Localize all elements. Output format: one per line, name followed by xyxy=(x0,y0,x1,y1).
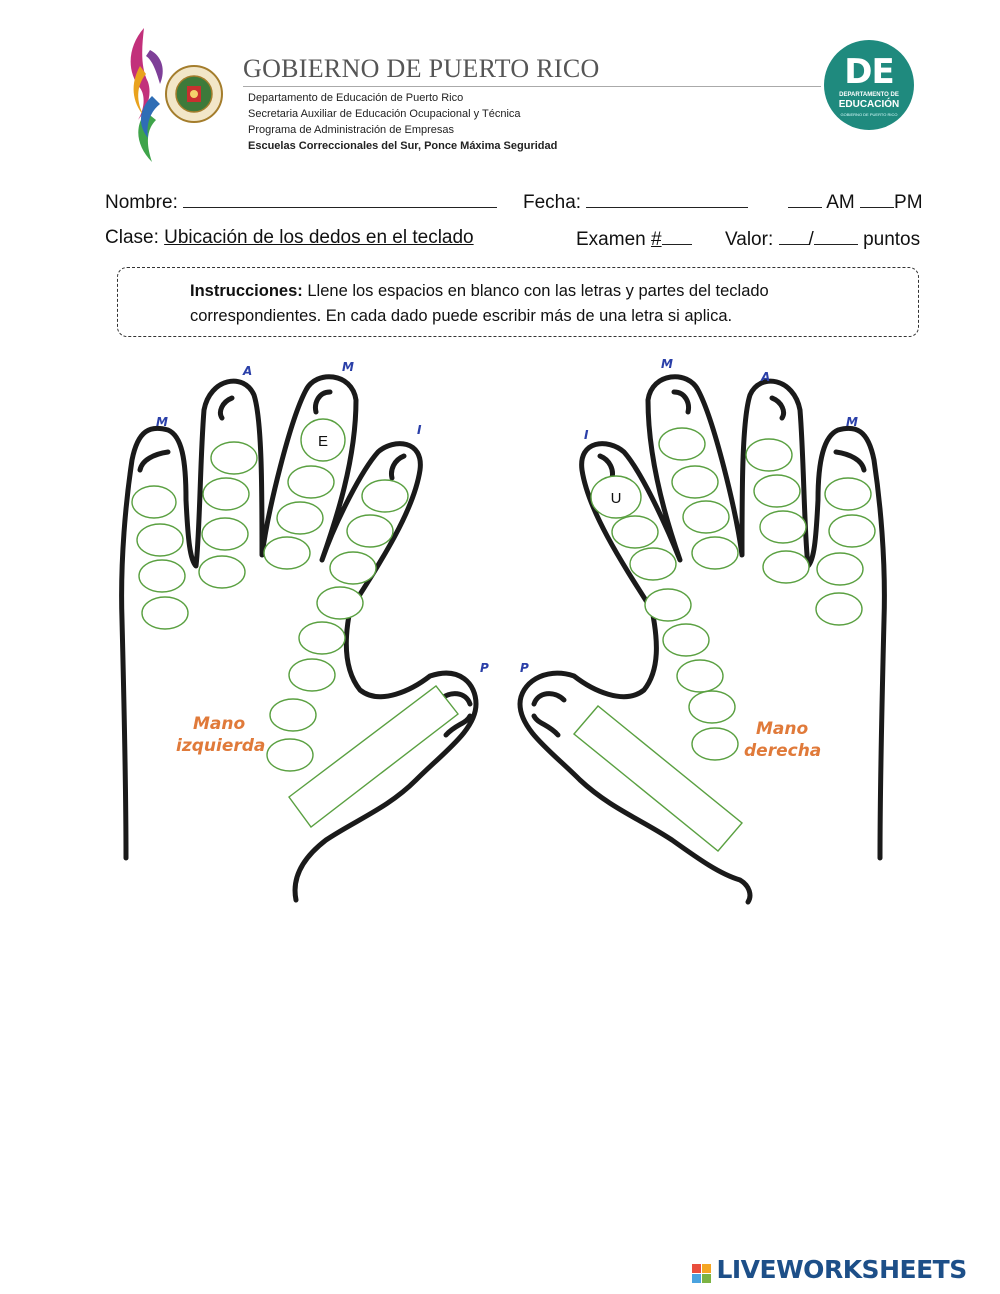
right-middle-blank-4[interactable] xyxy=(692,537,738,569)
right-ring-blank-2[interactable] xyxy=(754,475,800,507)
left-middle-blank-1[interactable] xyxy=(301,419,345,461)
right-ring-letter: A xyxy=(761,370,771,384)
hands-diagram xyxy=(0,340,1000,920)
left-index-letter: I xyxy=(417,423,422,437)
right-index-blank-2[interactable] xyxy=(612,516,658,548)
left-middle-blank-2[interactable] xyxy=(288,466,334,498)
left-hand-label-line2: izquierda xyxy=(176,736,266,756)
right-hand-label-line1: Mano xyxy=(756,719,809,739)
value-field-row xyxy=(725,227,920,251)
left-pinky-blank-4[interactable] xyxy=(142,597,188,629)
left-hand-label-line1: Mano xyxy=(193,714,246,734)
left-ring-blank-1[interactable] xyxy=(211,442,257,474)
date-field-row xyxy=(523,190,748,214)
right-index-blank-5[interactable] xyxy=(663,624,709,656)
name-field-row xyxy=(105,190,497,214)
name-blank[interactable] xyxy=(183,190,497,208)
exam-field-row xyxy=(576,227,692,251)
am-label: AM xyxy=(826,192,855,213)
left-index-blank-3[interactable] xyxy=(330,552,376,584)
right-index-blank-1[interactable] xyxy=(591,476,641,518)
right-index-filled-letter: U xyxy=(610,490,622,507)
left-pinky-blank-3[interactable] xyxy=(139,560,185,592)
left-ring-blank-2[interactable] xyxy=(203,478,249,510)
left-ring-blank-3[interactable] xyxy=(202,518,248,550)
left-middle-blank-4[interactable] xyxy=(264,537,310,569)
instructions-label: Instrucciones: xyxy=(190,282,303,300)
left-ring-blank-4[interactable] xyxy=(199,556,245,588)
left-pinky-letter: M xyxy=(156,415,168,429)
class-label: Clase: xyxy=(105,227,159,248)
left-pinky-blank-2[interactable] xyxy=(137,524,183,556)
right-index-blank-4[interactable] xyxy=(645,589,691,621)
value-separator: / xyxy=(808,229,814,250)
right-pinky-letter: M xyxy=(846,415,858,429)
right-middle-letter: M xyxy=(661,357,673,371)
left-index-blank-5[interactable] xyxy=(299,622,345,654)
liveworksheets-icon xyxy=(692,1264,712,1284)
right-pinky-blank-2[interactable] xyxy=(829,515,875,547)
total-blank[interactable] xyxy=(814,227,858,245)
de-logo-line3: GOBIERNO DE PUERTO RICO xyxy=(840,112,898,117)
liveworksheets-text: LIVEWORKSHEETS xyxy=(716,1255,967,1284)
instructions-body: Llene los espacios en blanco con las letras y partes del teclado correspondientes. En cada dado puede escribir más de una letra si aplica. xyxy=(190,282,769,325)
left-ring-letter: A xyxy=(243,364,253,378)
liveworksheets-logo xyxy=(692,1255,967,1284)
pm-label: PM xyxy=(894,192,923,213)
left-index-blank-4[interactable] xyxy=(317,587,363,619)
right-ring-blank-4[interactable] xyxy=(763,551,809,583)
left-middle-letter: M xyxy=(342,360,354,374)
right-pinky-blank-3[interactable] xyxy=(817,553,863,585)
left-thumb-letter: P xyxy=(480,661,489,675)
date-blank[interactable] xyxy=(586,190,748,208)
right-index-blank-6[interactable] xyxy=(677,660,723,692)
points-label: puntos xyxy=(863,229,921,250)
time-field-row xyxy=(788,190,923,214)
government-title: GOBIERNO DE PUERTO RICO xyxy=(243,54,600,83)
right-hand-label-line2: derecha xyxy=(744,741,822,761)
de-logo-line2: EDUCACIÓN xyxy=(838,99,900,110)
right-ring-blank-1[interactable] xyxy=(746,439,792,471)
left-index-blank-1[interactable] xyxy=(362,480,408,512)
right-pinky-blank-1[interactable] xyxy=(825,478,871,510)
pm-blank[interactable] xyxy=(860,190,894,208)
left-thumb-blank[interactable] xyxy=(289,686,458,827)
header-divider xyxy=(243,86,821,87)
left-index-blank-6[interactable] xyxy=(289,659,335,691)
left-index-blank-2[interactable] xyxy=(347,515,393,547)
right-thumb-letter: P xyxy=(520,661,529,675)
instructions-text xyxy=(190,279,850,329)
name-label: Nombre: xyxy=(105,192,178,213)
left-pinky-blank-1[interactable] xyxy=(132,486,176,518)
right-middle-blank-2[interactable] xyxy=(672,466,718,498)
right-index-blank-3[interactable] xyxy=(630,548,676,580)
class-field-row xyxy=(105,227,474,249)
de-logo-line1: DEPARTAMENTO DE xyxy=(839,92,899,98)
date-label: Fecha: xyxy=(523,192,582,213)
am-blank[interactable] xyxy=(788,190,822,208)
left-middle-blank-3[interactable] xyxy=(277,502,323,534)
right-index-letter: I xyxy=(584,428,589,442)
class-value: Ubicación de los dedos en el teclado xyxy=(164,227,474,248)
score-blank[interactable] xyxy=(779,227,809,245)
left-index-blank-8[interactable] xyxy=(267,739,313,771)
subtitle-school: Escuelas Correccionales del Sur, Ponce Máxima Seguridad xyxy=(248,140,558,152)
exam-blank[interactable] xyxy=(662,227,692,245)
de-education-logo xyxy=(824,40,914,130)
left-index-blank-7[interactable] xyxy=(270,699,316,731)
exam-value: # xyxy=(650,229,662,250)
right-index-blank-8[interactable] xyxy=(692,728,738,760)
right-ring-blank-3[interactable] xyxy=(760,511,806,543)
subtitle-program: Programa de Administración de Empresas xyxy=(248,124,455,136)
right-pinky-blank-4[interactable] xyxy=(816,593,862,625)
exam-label: Examen xyxy=(576,229,646,250)
right-middle-blank-1[interactable] xyxy=(659,428,705,460)
value-label: Valor: xyxy=(725,229,774,250)
right-middle-blank-3[interactable] xyxy=(683,501,729,533)
subtitle-department: Departamento de Educación de Puerto Rico xyxy=(248,92,464,104)
left-middle-filled-letter: E xyxy=(317,433,329,450)
de-logo-letters: DE xyxy=(844,52,894,92)
puerto-rico-seal-logo xyxy=(126,26,226,164)
right-index-blank-7[interactable] xyxy=(689,691,735,723)
subtitle-secretaria: Secretaria Auxiliar de Educación Ocupacional y Técnica xyxy=(248,108,521,120)
